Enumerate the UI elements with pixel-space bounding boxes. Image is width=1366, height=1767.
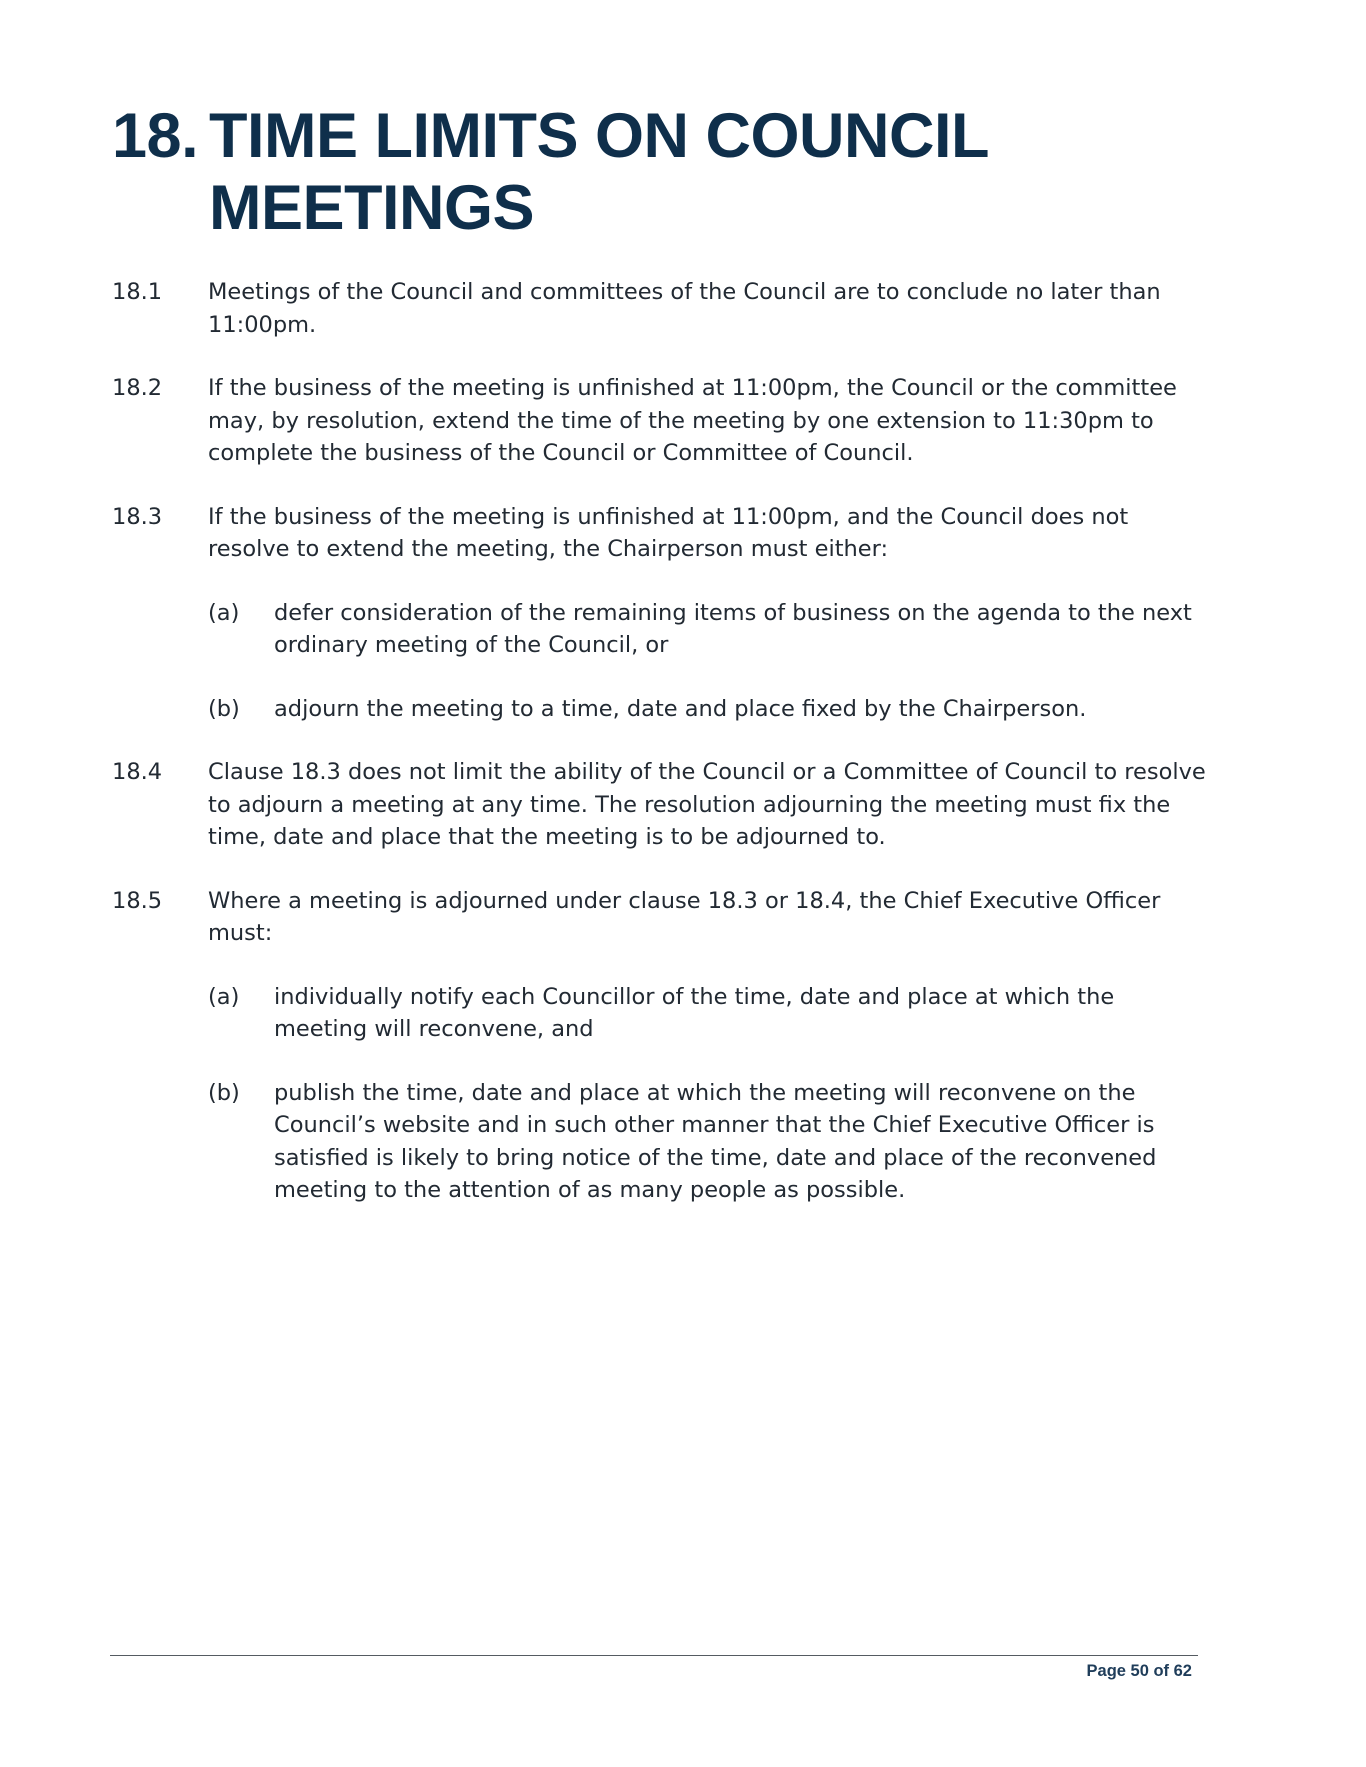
clause-18-3: [112, 501, 1212, 566]
item-label: (a): [208, 983, 240, 1010]
item-text: defer consideration of the remaining items of business on the agenda to the next ordinary meeting of the Council, or: [274, 599, 1192, 658]
clause-text: Where a meeting is adjourned under clause 18.3 or 18.4, the Chief Executive Officer must:: [208, 887, 1161, 946]
clause-text: Meetings of the Council and committees of the Council are to conclude no later than 11:00pm.: [208, 279, 1161, 338]
clause-18-3-item-a: [208, 597, 1212, 662]
clause-text: If the business of the meeting is unfinished at 11:00pm, the Council or the committee may, by resolution, extend the time of the meeting by one extension to 11:30pm to complete the business of the Council or Committee of Council.: [208, 375, 1177, 466]
clause-number: 18.5: [112, 887, 163, 914]
clause-18-5-item-b: [208, 1077, 1212, 1207]
item-label: (a): [208, 599, 240, 626]
clause-18-4: [112, 756, 1212, 854]
section-title-line-1: TIME LIMITS ON COUNCIL: [209, 101, 989, 171]
section-title: [209, 100, 1112, 244]
clause-number: 18.4: [112, 759, 163, 785]
page-number: Page 50 of 62: [1086, 1662, 1192, 1680]
clause-18-5: [112, 885, 1212, 950]
clause-text: If the business of the meeting is unfinished at 11:00pm, and the Council does not resolve to extend the meeting, the Chairperson must either:: [208, 503, 1129, 562]
section-number: 18.: [112, 101, 199, 171]
section-title-line-2: MEETINGS: [209, 173, 535, 243]
clause-number: 18.3: [112, 503, 163, 530]
clause-text: Clause 18.3 does not limit the ability of the Council or a Committee of Council to resolve to adjourn a meeting at any time. The resolution adjourning the meeting must fix the time, date and place that the meeting is to be adjourned to.: [208, 759, 1206, 850]
section-heading: [112, 100, 1112, 244]
item-label: (b): [208, 1079, 240, 1106]
clause-18-2: [112, 372, 1212, 470]
clause-list: [112, 276, 1212, 1238]
footer-divider: [110, 1655, 1198, 1656]
clause-number: 18.2: [112, 375, 163, 401]
item-text: adjourn the meeting to a time, date and place fixed by the Chairperson.: [274, 695, 1087, 722]
item-label: (b): [208, 695, 240, 722]
item-text: publish the time, date and place at which the meeting will reconvene on the Council’s website and in such other manner that the Chief Executive Officer is satisfied is likely to bring notice of the time, date and place of the reconvened meeting to the attention of as many people as possible.: [274, 1079, 1157, 1203]
item-text: individually notify each Councillor of the time, date and place at which the meeting will reconvene, and: [274, 983, 1115, 1042]
clause-number: 18.1: [112, 279, 163, 305]
clause-18-5-item-a: [208, 981, 1212, 1046]
clause-18-3-item-b: [208, 693, 1212, 726]
clause-18-1: [112, 276, 1212, 341]
